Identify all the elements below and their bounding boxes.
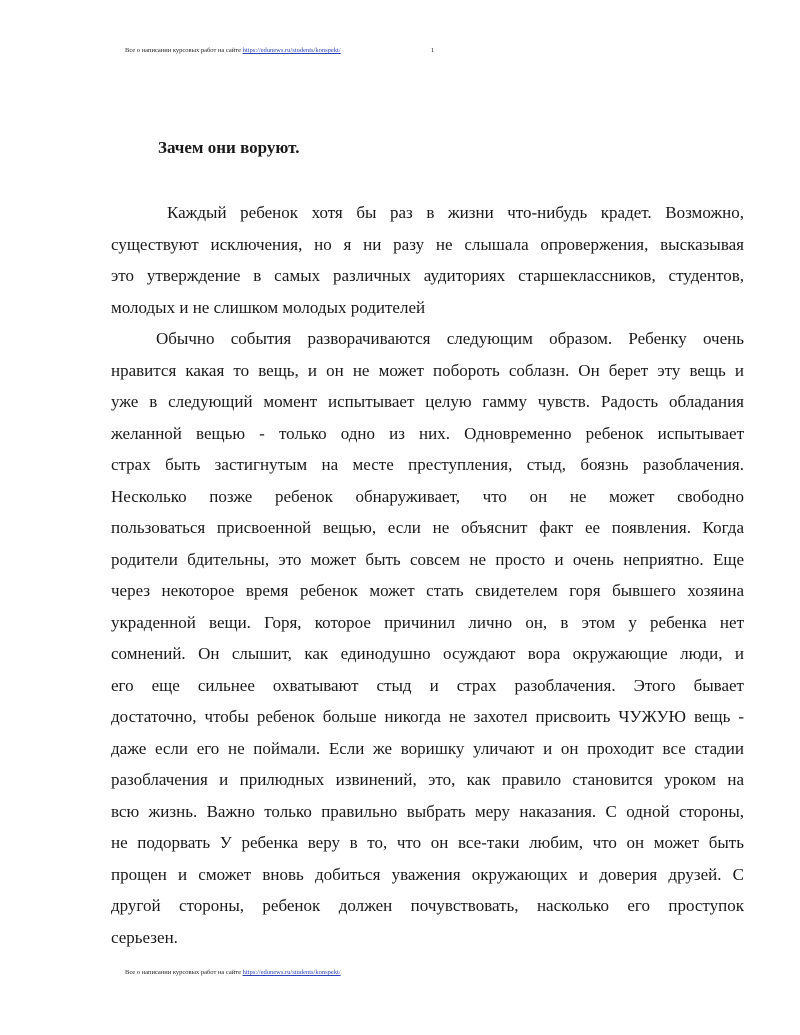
footer-link[interactable]: https://edunews.ru/students/konspekt/ bbox=[242, 969, 341, 976]
text-line: через некоторое время ребенок может стать свидетелем горя бывшего хозяина bbox=[111, 581, 744, 600]
text-line: желанной вещью - только одно из них. Одновременно ребенок испытывает bbox=[111, 423, 744, 443]
text-line: разоблачения и прилюдных извинений, это, как правило становится уроком на bbox=[111, 770, 744, 789]
text-line: Несколько позже ребенок обнаруживает, что он не может свободно bbox=[111, 486, 744, 506]
page-header bbox=[125, 47, 341, 54]
footer-text: Все о написании курсовых работ на сайте bbox=[125, 969, 243, 976]
page-footer bbox=[125, 969, 341, 976]
text-line: родители бдительны, это может быть совсем не просто и очень неприятно. Еще bbox=[111, 549, 744, 569]
text-line: украденной вещи. Горя, которое причинил лично он, в этом у ребенка нет bbox=[111, 612, 744, 632]
paragraph-1 bbox=[111, 197, 744, 323]
header-link[interactable]: https://edunews.ru/students/konspekt/ bbox=[242, 47, 341, 54]
document-body bbox=[111, 197, 744, 953]
page-number: 1 bbox=[431, 47, 435, 54]
text-line: Обычно события разворачиваются следующим образом. Ребенку очень bbox=[156, 329, 744, 348]
text-line: Каждый ребенок хотя бы раз в жизни что-нибудь крадет. Возможно, bbox=[167, 203, 744, 222]
text-line: прощен и сможет вновь добиться уважения окружающих и доверия друзей. С bbox=[111, 864, 744, 884]
text-line: молодых и не слишком молодых родителей bbox=[111, 297, 426, 317]
paragraph-2 bbox=[111, 323, 744, 953]
text-line: это утверждение в самых различных аудиториях старшеклассников, студентов, bbox=[111, 266, 744, 285]
header-text: Все о написании курсовых работ на сайте bbox=[125, 47, 243, 54]
text-line: даже если его не поймали. Если же воришку уличают и он проходит все стадии bbox=[111, 738, 744, 758]
text-line: не подорвать У ребенка веру в то, что он все-таки любим, что он может быть bbox=[111, 833, 744, 852]
text-line: сомнений. Он слышит, как единодушно осуждают вора окружающие люди, и bbox=[111, 644, 744, 663]
text-line: существуют исключения, но я ни разу не слышала опровержения, высказывая bbox=[111, 234, 744, 254]
text-line: другой стороны, ребенок должен почувствовать, насколько его проступок bbox=[111, 896, 744, 915]
text-line: нравится какая то вещь, и он не может побороть соблазн. Он берет эту вещь и bbox=[111, 360, 744, 380]
text-line: уже в следующий момент испытывает целую гамму чувств. Радость обладания bbox=[111, 392, 744, 411]
text-line: серьезен. bbox=[111, 927, 178, 947]
text-line: всю жизнь. Важно только правильно выбрать меру наказания. С одной стороны, bbox=[111, 801, 744, 821]
text-line: его еще сильнее охватывают стыд и страх разоблачения. Этого бывает bbox=[111, 675, 744, 695]
text-line: страх быть застигнутым на месте преступления, стыд, боязнь разоблачения. bbox=[111, 455, 744, 474]
document-title: Зачем они воруют. bbox=[158, 138, 300, 157]
text-line: достаточно, чтобы ребенок больше никогда не захотел присвоить ЧУЖУЮ вещь - bbox=[111, 707, 744, 726]
text-line: пользоваться присвоенной вещью, если не объяснит факт ее появления. Когда bbox=[111, 518, 744, 537]
